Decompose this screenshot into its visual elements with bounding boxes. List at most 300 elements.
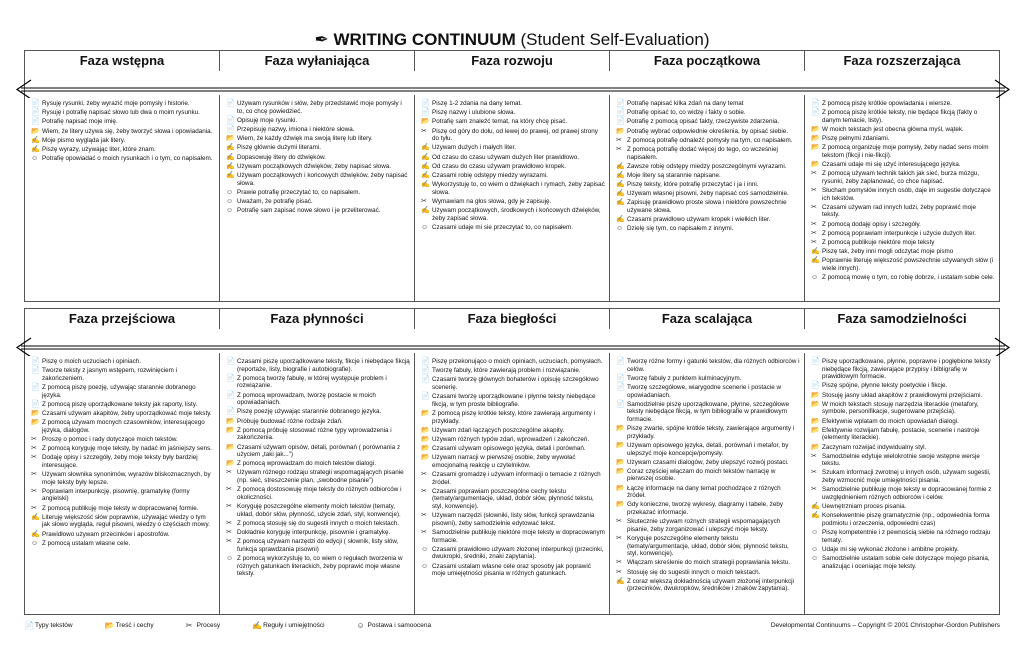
- list-item: [811, 469, 995, 484]
- document-icon: 📄: [31, 400, 40, 408]
- folder-icon: 📂: [616, 458, 625, 466]
- list-item: [616, 128, 800, 136]
- folder-icon: 📂: [104, 621, 115, 631]
- list-item-text: Samodzielnie piszę uporządkowane, płynne, szczegółowe teksty niebędące fikcją, w tym bibliografie w prawidłowym formacie.: [627, 400, 790, 423]
- list-item-text: Prawidłowo używam przecinków i apostrofów.: [42, 530, 170, 538]
- list-item: [421, 454, 605, 469]
- document-icon: 📄: [24, 621, 34, 631]
- phase-column: [415, 95, 610, 301]
- list-item-text: Szukam informacji zwrotnej u innych osób, używam sugestii, żeby wzmocnić moje umiejętności pisania.: [822, 469, 991, 485]
- list-item: [811, 239, 995, 247]
- document-icon: 📄: [616, 118, 625, 126]
- list-item: [616, 190, 800, 198]
- phase-column: [805, 353, 999, 614]
- list-item: [811, 555, 995, 570]
- list-item-text: Piszę teksty, które potrafię przeczytać i ja i inni.: [627, 181, 759, 189]
- phase-header: Faza rozszerzająca: [843, 53, 961, 68]
- pen-icon: ✍: [226, 153, 235, 161]
- scissors-icon: ✂: [31, 471, 37, 479]
- list-item-text: Tworzę szczegółowe, wiarygodne scenerie i postacie w opowiadaniach.: [627, 383, 781, 399]
- list-item-text: Piszę przekonująco o moich opiniach, uczuciach, pomysłach.: [432, 358, 603, 365]
- pen-icon: ✍: [616, 216, 625, 224]
- list-item-text: Słucham pomysłów innych osób, daje im sugestie dotyczące ich tekstów.: [822, 187, 991, 202]
- list-item-text: Poprawiam interpunkcję, pisownię, gramatykę (formy angielski): [42, 487, 190, 503]
- list-item-text: Samodzielnie ustalam sobie cele dotyczące mojego pisania, analizując i oceniając moje teksty.: [822, 554, 990, 570]
- list-item: [421, 376, 605, 391]
- list-item: [811, 230, 995, 238]
- list-item-text: Czasami tworzę uporządkowane i płynne teksty niebędące fikcją, w tym proste bibliografie.: [432, 393, 596, 408]
- list-item-text: Rysuję i potrafię napisać słowo lub dwa o moim rysunku.: [42, 109, 200, 117]
- folder-icon: 📂: [616, 467, 625, 475]
- list-item-text: Z pomocą publikuję moje teksty w dopracowanej formie.: [42, 504, 199, 512]
- list-item-text: Piszę od góry do dołu, od lewej do prawej, od prawej strony do tyłu.: [432, 127, 598, 143]
- list-item-text: Piszę kompetentnie i z pewnością siebie na różnego rodzaju tematy.: [822, 529, 991, 544]
- smiley-icon: ☺: [616, 225, 624, 233]
- scissors-icon: ✂: [226, 469, 232, 477]
- list-item: [811, 144, 995, 159]
- scissors-icon: ✂: [811, 452, 817, 460]
- list-item: [616, 225, 800, 233]
- list-item-text: Wymawiam na głos słowa, gdy je zapisuję.: [432, 197, 552, 205]
- list-item-text: Czasami robię odstępy miedzy wyrazami.: [432, 171, 548, 179]
- list-item-text: Z pomocą tworzę fabułę, w której występuje problem i rozwiązanie.: [237, 374, 387, 390]
- list-item-text: Czasami udaje mi sie przeczytać to, co napisałem.: [432, 223, 574, 231]
- list-item-text: Piszę uporządkowane, płynne, poprawne i pogłębione teksty niebędące fikcją, zawierające przypisy i bibligrafię w prawidłowym formacie.: [822, 358, 991, 381]
- smiley-icon: ☺: [811, 545, 819, 553]
- list-item: [226, 460, 410, 468]
- list-item-text: Z pomocą używam mocnych czasowników, interesującego języka, dialogów.: [42, 419, 205, 434]
- folder-icon: 📂: [616, 501, 625, 509]
- legend-item: [105, 620, 154, 632]
- pen-icon: ✍: [421, 153, 430, 161]
- folder-icon: 📂: [421, 118, 430, 126]
- scissors-icon: ✂: [421, 471, 427, 479]
- list-item: [421, 512, 605, 527]
- folder-icon: 📂: [811, 400, 820, 408]
- document-icon: 📄: [31, 109, 40, 117]
- folder-icon: 📂: [811, 391, 820, 399]
- list-item: [421, 445, 605, 453]
- top-section: [24, 50, 1000, 302]
- document-icon: 📄: [616, 383, 625, 391]
- document-icon: 📄: [421, 109, 430, 117]
- scissors-icon: ✂: [811, 229, 817, 237]
- phase-column: [25, 95, 220, 301]
- list-item-text: Używam opisowego języka, detali, porównań i metafor, by ulepszyć moje koncepcje/pomysły.: [627, 441, 789, 457]
- list-item: [616, 118, 800, 126]
- list-item: [31, 100, 215, 108]
- legend: [24, 620, 1000, 632]
- phase-column: [220, 353, 415, 614]
- list-item: [616, 569, 800, 577]
- document-icon: 📄: [811, 100, 820, 107]
- list-item: [811, 126, 995, 134]
- list-item-text: Piszę wyrazy, używając liter, które znam.: [42, 145, 156, 153]
- list-item-text: Czasami prawidłowo używam kropek i wielkich liter.: [627, 216, 771, 224]
- list-item: [616, 375, 800, 383]
- list-item: [226, 126, 410, 134]
- list-item-text: Z pomocą organizuję moje pomysły, żeby nadać sens moim tekstom (fikcji i nie-fikcji).: [822, 144, 989, 159]
- list-item-text: Efektywnie wplatam do moich opowiadań dialogi.: [822, 417, 959, 425]
- pen-icon: ✍: [421, 144, 430, 152]
- list-item: [31, 410, 215, 418]
- document-icon: 📄: [31, 100, 40, 107]
- list-item: [226, 444, 410, 459]
- list-item-text: Piszę poezję używając starannie dobranego języka.: [237, 408, 382, 416]
- folder-icon: 📂: [226, 443, 235, 451]
- list-item-text: Koryguję poszczególne elementy moich tekstów (tematy, układ, dobór słów, płynność, użycie zdań, styl, konwencje).: [237, 503, 401, 518]
- list-item: [421, 427, 605, 435]
- list-item-text: Dodaję opisy i szczegóły, żeby moje teksty były bardziej interesujące.: [42, 454, 198, 469]
- list-item-text: Efektywnie rozwijam fabułę, postacie, scenerie i nastroje (elementy literackie).: [822, 426, 980, 442]
- phase-header: Faza płynności: [220, 309, 415, 329]
- list-item: [226, 117, 410, 125]
- title-main: WRITING CONTINUUM: [333, 30, 516, 49]
- list-item-text: Łączę informacje na dany temat pochodzące z różnych źródeł.: [627, 484, 781, 500]
- folder-icon: 📂: [811, 135, 820, 143]
- list-item: [421, 546, 605, 561]
- list-item-text: Wiem, że każdy dźwięk ma swoją literę lub litery.: [237, 135, 373, 143]
- scissors-icon: ✂: [811, 469, 817, 477]
- list-item: [421, 163, 605, 171]
- list-item-text: Używam własnej pisowni, żeby napisać coś samodzielnie.: [627, 190, 789, 198]
- list-item-text: Z pomocą wprowadzam do moich tekstów dialogi.: [237, 460, 376, 468]
- phase-header: Faza początkowa: [610, 51, 805, 71]
- pen-icon: ✍: [226, 162, 235, 170]
- list-item-text: Potrafię sam znaleźć temat, na który chcę pisać.: [432, 118, 568, 126]
- list-item: [616, 501, 800, 516]
- list-item-text: Stosuję się do sugestii innych o moich tekstach.: [627, 568, 761, 576]
- pen-icon: ✒: [314, 30, 329, 49]
- list-item-text: Z pomocą piszę poezję, używając starannie dobranego języka.: [42, 383, 196, 399]
- folder-icon: 📂: [31, 127, 40, 135]
- scissors-icon: ✂: [811, 203, 817, 211]
- list-item-text: Tworze teksty z jasnym wstępem, rozwinięciem i zakończeniem.: [42, 367, 178, 382]
- document-icon: 📄: [421, 358, 430, 365]
- folder-icon: 📂: [616, 425, 625, 433]
- list-item: [226, 408, 410, 416]
- list-item-text: Używam zdań łączących poszczególne akapity.: [432, 426, 565, 434]
- phase-column: [220, 95, 415, 301]
- list-item: [226, 100, 410, 115]
- folder-icon: 📂: [811, 417, 820, 425]
- list-item: [226, 198, 410, 206]
- list-item: [31, 471, 215, 486]
- folder-icon: 📂: [31, 409, 40, 417]
- list-item-text: Konsekwentnie piszę gramatycznie (np., odpowiednia forma podmiotu i orzeczenia, odpowiedni czas): [822, 512, 990, 527]
- document-icon: 📄: [31, 383, 40, 391]
- list-item: [811, 444, 995, 452]
- list-item: [616, 181, 800, 189]
- list-item: [811, 257, 995, 272]
- list-item: [616, 216, 800, 224]
- list-item: [421, 410, 605, 425]
- list-item: [811, 274, 995, 282]
- smiley-icon: ☺: [811, 554, 819, 562]
- pen-icon: ✍: [421, 207, 430, 215]
- list-item: [421, 367, 605, 375]
- document-icon: 📄: [226, 358, 235, 365]
- phase-column: [610, 353, 805, 614]
- list-item-text: Czasami gromadzę i używam informacji o temacie z różnych źródeł.: [432, 471, 601, 486]
- phase-column: [415, 353, 610, 614]
- list-item: [616, 146, 800, 161]
- list-item-text: Używam narracji w pierwszej osobie, żeby wywołać emocjonalną reakcję u czytelników.: [432, 454, 576, 469]
- list-item: [31, 109, 215, 117]
- list-item: [811, 187, 995, 202]
- list-item-text: Zaczynam rozwijać indywidualny styl.: [822, 443, 927, 451]
- list-item-text: Z pomocą poprawiam interpunkcje i użycie dużych liter.: [822, 229, 976, 237]
- scissors-icon: ✂: [421, 529, 427, 536]
- list-item-text: Z pomocą piszę krótkie opowiadania i wiersze.: [822, 100, 952, 107]
- list-item: [616, 109, 800, 117]
- phase-header: Faza biegłości: [415, 309, 610, 329]
- legend-label: Typy tekstów: [35, 622, 73, 629]
- document-icon: 📄: [811, 109, 820, 117]
- list-item-text: W moich tekstach stosuję narzędzia literackie (metafory, symbole, personifikacje, sugerowane przejścia).: [822, 400, 979, 416]
- list-item: [811, 170, 995, 185]
- scissors-icon: ✂: [811, 239, 817, 247]
- list-item: [421, 128, 605, 143]
- list-item-text: Z pomocą piszę uporządkowane teksty jak raporty, listy.: [42, 400, 198, 408]
- scissors-icon: ✂: [31, 504, 37, 512]
- list-item-text: Samodzielnie publikuję niektóre moje teksty w dopracowanym formacie.: [432, 529, 605, 544]
- list-item-text: Z pomocą próbuję stosować różne typy wprowadzenia i zakończenia.: [237, 426, 392, 442]
- list-item: [31, 146, 215, 154]
- pen-icon: ✍: [616, 162, 625, 170]
- list-item: [421, 118, 605, 126]
- list-item: [31, 155, 215, 163]
- document-icon: 📄: [616, 358, 625, 365]
- list-item: [811, 453, 995, 468]
- list-item-text: Przepisuję nazwy, imiona i niektóre słowa.: [237, 125, 355, 133]
- pen-icon: ✍: [421, 162, 430, 170]
- list-item-text: Prawie potrafię przeczytać to, co napisałem.: [237, 188, 361, 196]
- list-item: [811, 503, 995, 511]
- pen-icon: ✍: [31, 513, 40, 521]
- list-item-text: Literuję większość słów poprawnie, używając wiedzy o tym jak słowo wygląda, reguł pisowni, wiedzy o częściach mowy.: [42, 513, 210, 529]
- list-item: [421, 529, 605, 544]
- list-item: [811, 401, 995, 416]
- list-item-text: Z pomocą potrafię dodać więcej do tego, co wcześniej napisałem.: [627, 145, 778, 161]
- phase-headers-top: [25, 51, 999, 71]
- list-item: [811, 382, 995, 390]
- list-item-text: Potrafię z pomocą opisać fakty, rzeczywiste zdarzenia.: [627, 118, 780, 126]
- list-item-text: Od czasu do czasu używam dużych liter prawidłowo.: [432, 153, 579, 161]
- phase-column: [805, 95, 999, 301]
- list-item-text: Piszę zwarte, spójne krótkie teksty, zawierające argumenty i przykłady.: [627, 425, 795, 440]
- pen-icon: ✍: [616, 171, 625, 179]
- scissors-icon: ✂: [616, 518, 622, 526]
- scissors-icon: ✂: [811, 187, 817, 195]
- list-item: [616, 384, 800, 399]
- scissors-icon: ✂: [226, 486, 232, 494]
- list-item-text: Piszę głównie dużymi literami.: [237, 144, 321, 152]
- list-item: [226, 189, 410, 197]
- list-item: [31, 128, 215, 136]
- scissors-icon: ✂: [31, 454, 37, 462]
- scissors-icon: ✂: [811, 170, 817, 178]
- list-item: [616, 535, 800, 558]
- folder-icon: 📂: [421, 409, 430, 417]
- document-icon: 📄: [226, 100, 235, 107]
- scissors-icon: ✂: [226, 538, 232, 546]
- list-item: [226, 154, 410, 162]
- list-item-text: Tworzę fabuły z punktem kulminacyjnym.: [627, 374, 742, 382]
- list-item: [31, 454, 215, 469]
- legend-item: [357, 620, 432, 632]
- phase-header: Faza przejściowa: [25, 309, 220, 329]
- list-item-text: Samodzielnie edytuje wielokrotnie swoje wstępne wersje tekstu.: [822, 452, 980, 468]
- list-item: [811, 248, 995, 256]
- list-item: [811, 486, 995, 501]
- list-item-text: Z pomocą używam narzędzi do edycji ( słownik, listy słów, funkcja sprawdzania pisowni): [237, 538, 399, 553]
- list-item-text: Z pomocą mowię o tym, co robię dobrze, i ustalam sobie cele.: [822, 274, 995, 282]
- legend-label: Postawa i samoocena: [367, 622, 432, 629]
- folder-icon: 📂: [421, 454, 430, 462]
- list-item-text: Skutecznie używam rożnych strategii wspomagających pisanie, żeby zorganizować i ulepszyć moje teksty.: [627, 518, 781, 533]
- list-item: [226, 163, 410, 171]
- list-item-text: Potrafię wybrać odpowiednie określenia, by opisać siebie.: [627, 127, 789, 135]
- list-item-text: Używam dużych i małych liter.: [432, 144, 516, 152]
- list-item-text: Rysuję rysunki, żeby wyrazić moje pomysły i historie.: [42, 100, 190, 107]
- legend-item: [24, 620, 73, 632]
- list-item: [31, 384, 215, 399]
- list-item: [421, 393, 605, 408]
- list-item-text: Piszę 1-2 zdania na dany temat.: [432, 100, 522, 107]
- title-sub: (Student Self-Evaluation): [520, 30, 710, 49]
- list-item-text: Używam początkowych dźwięków, żeby napisać słowa.: [237, 162, 391, 170]
- list-item-text: Gdy konieczne, tworzę wykresy, diagramy i tabele, żeby przekazać informacje.: [627, 501, 783, 517]
- scissors-icon: ✂: [31, 487, 37, 495]
- list-item-text: Potrafię napisać moje imię.: [42, 118, 118, 126]
- list-item: [421, 181, 605, 196]
- list-item-text: Z pomocą piszę krótkie teksty, nie będące fikcją (fakty o danym temacie, listy).: [822, 109, 978, 124]
- list-item: [616, 358, 800, 373]
- list-item-text: Używam rysunków i słów, żeby przedstawić moje pomysły i to, co chcę powiedzieć.: [237, 100, 402, 115]
- legend-label: Reguły i umiejętności: [263, 622, 325, 629]
- list-item-text: Od czasu do czasu używam prawidłowo kropek.: [432, 162, 567, 170]
- phase-header: Faza scalająca: [610, 309, 805, 329]
- list-item-text: Piszę nazwy i ulubione słowa.: [432, 109, 516, 117]
- list-item: [811, 512, 995, 527]
- document-icon: 📄: [226, 374, 235, 382]
- document-icon: 📄: [31, 358, 40, 365]
- list-item-text: Z pomocą publikuje niektóre moje teksty: [822, 239, 935, 247]
- list-item: [421, 100, 605, 108]
- pen-icon: ✍: [811, 248, 820, 256]
- list-item-text: Tworzę różne formy i gatunki tekstów, dla różnych odbiorców i celów.: [627, 358, 800, 373]
- list-item: [811, 427, 995, 442]
- list-item-text: Uewnętrzniam proces pisania.: [822, 503, 907, 511]
- folder-icon: 📂: [226, 426, 235, 434]
- phase-columns-bottom: [25, 353, 999, 614]
- pen-icon: ✍: [616, 190, 625, 198]
- smiley-icon: ☺: [226, 197, 234, 205]
- list-item: [811, 161, 995, 169]
- legend-label: Treść i cechy: [115, 622, 154, 629]
- list-item-text: Wiem, że litery używa się, żeby tworzyć słowa i opowiadania.: [42, 127, 213, 135]
- phase-headers-bottom: [25, 309, 999, 329]
- scissors-icon: ✂: [226, 519, 232, 527]
- phase-header: Faza wstępna: [25, 51, 220, 71]
- pen-icon: ✍: [226, 144, 235, 152]
- list-item-text: Stosuję jasny układ akapitów z prawidłowymi przejściami.: [822, 391, 983, 399]
- folder-icon: 📂: [421, 445, 430, 453]
- list-item: [616, 425, 800, 440]
- folder-icon: 📂: [616, 127, 625, 135]
- pen-icon: ✍: [616, 199, 625, 207]
- list-item: [226, 503, 410, 518]
- list-item: [811, 392, 995, 400]
- list-item-text: Uważam, że potrafię pisać.: [237, 197, 313, 205]
- document-icon: 📄: [616, 374, 625, 382]
- list-item: [616, 137, 800, 145]
- list-item-text: Poprawnie literuję większość powszechnie używanych słów (i wiele innych).: [822, 257, 994, 272]
- list-item: [226, 555, 410, 578]
- list-item: [811, 109, 995, 124]
- list-item-text: Z pomocą dodaję opisy i szczegóły.: [822, 220, 921, 228]
- smiley-icon: ☺: [421, 223, 429, 231]
- list-item: [31, 367, 215, 382]
- list-item: [226, 469, 410, 484]
- list-item-text: Potrafię opowiadać o moich rysunkach i o tym, co napisałem.: [42, 155, 213, 163]
- list-item: [226, 418, 410, 426]
- scissors-icon: ✂: [31, 445, 37, 453]
- list-item: [31, 401, 215, 409]
- pen-icon: ✍: [31, 145, 40, 153]
- list-item: [421, 358, 605, 366]
- list-item: [31, 540, 215, 548]
- document-icon: 📄: [421, 367, 430, 375]
- smiley-icon: ☺: [226, 207, 234, 215]
- list-item: [616, 100, 800, 108]
- pen-icon: ✍: [226, 171, 235, 179]
- document-icon: 📄: [226, 116, 235, 124]
- document-icon: 📄: [31, 118, 40, 126]
- list-item-text: Z pomocą wykorzystuję to, co wiem o regułach tworzenia w różnych gatunkach literackich, żeby poprawić moje własne teksty.: [237, 554, 403, 578]
- document-icon: 📄: [226, 125, 235, 133]
- folder-icon: 📂: [226, 417, 235, 425]
- list-item: [31, 514, 215, 529]
- document-icon: 📄: [31, 367, 40, 375]
- folder-icon: 📂: [811, 144, 820, 152]
- folder-icon: 📂: [421, 426, 430, 434]
- list-item: [421, 488, 605, 511]
- list-item: [616, 578, 800, 593]
- scissors-icon: ✂: [421, 127, 427, 135]
- legend-item: [252, 620, 324, 632]
- list-item-text: Używam słownika synonimów, wyrazów bliskoznacznych, by moje teksty były lepsze.: [42, 471, 211, 486]
- folder-icon: 📂: [811, 125, 820, 133]
- scissors-icon: ✂: [421, 512, 427, 520]
- list-item: [31, 531, 215, 539]
- list-item: [226, 375, 410, 390]
- phase-header: Faza samodzielności: [837, 311, 967, 326]
- list-item-text: Zapisuję prawidłowo proste słowa i niektóre powszechnie używane słowa.: [627, 199, 787, 215]
- list-item: [226, 144, 410, 152]
- pen-icon: ✍: [252, 621, 263, 631]
- list-item-text: Tworzę fabuły, które zawierają problem i rozwiązanie.: [432, 367, 581, 375]
- list-item: [31, 118, 215, 126]
- list-item-text: Używam początkowych i końcowych dźwięków, żeby napisać słowa.: [237, 171, 408, 187]
- list-item: [421, 198, 605, 206]
- list-item: [811, 529, 995, 544]
- list-item-text: Piszę o moich uczuciach i opiniach.: [42, 358, 142, 365]
- list-item: [31, 436, 215, 444]
- list-item: [421, 154, 605, 162]
- list-item: [616, 199, 800, 214]
